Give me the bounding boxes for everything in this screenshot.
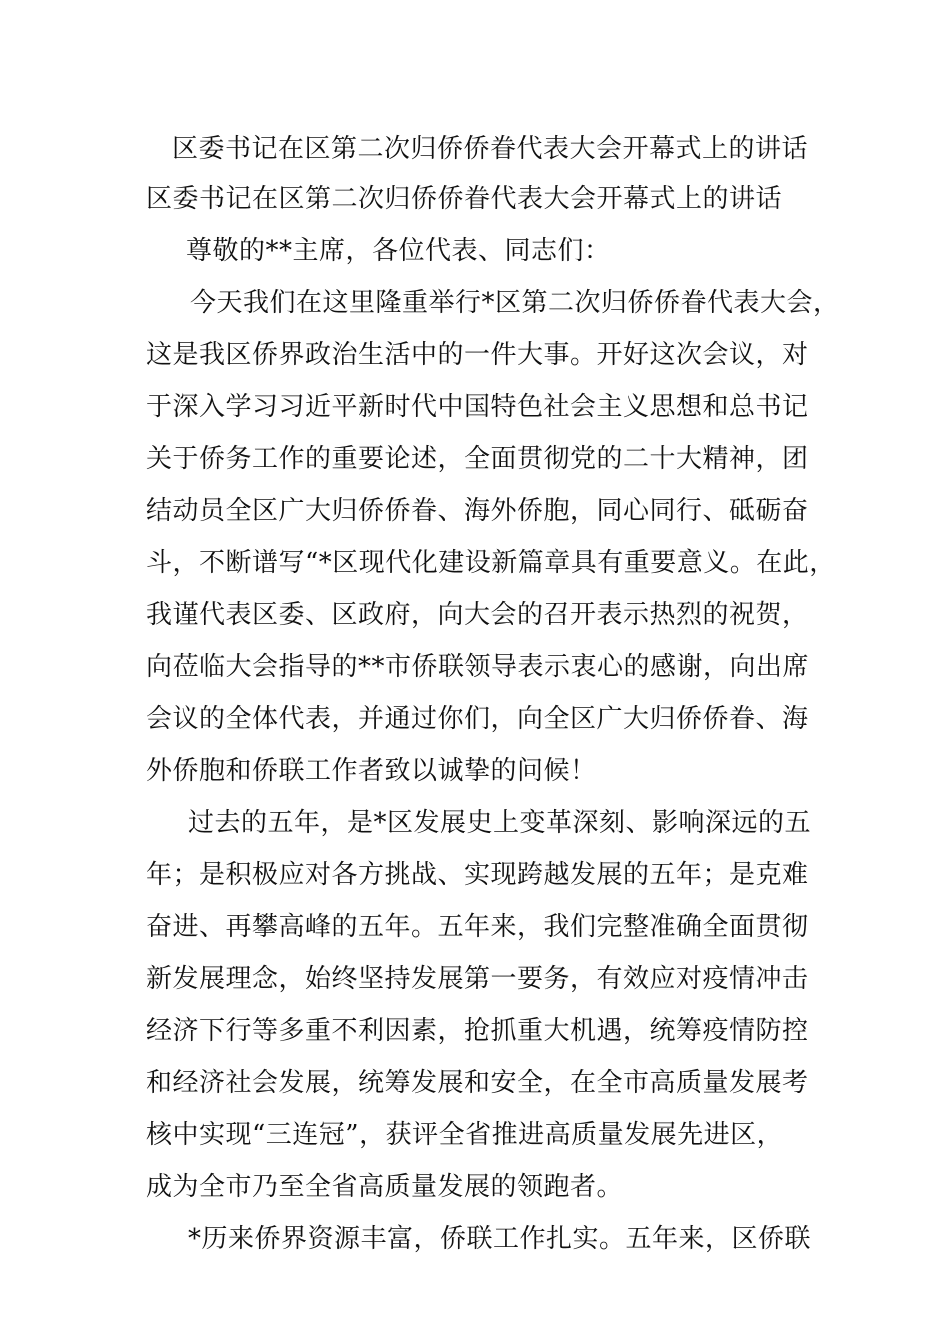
paragraph-line: 奋进、再攀高峰的五年。五年来，我们完整准确全面贯彻 [146,912,809,942]
document-title: 区委书记在区第二次归侨侨眷代表大会开幕式上的讲话 [172,134,809,164]
paragraph-line: 成为全市乃至全省高质量发展的领跑者。 [146,1172,624,1202]
paragraph-line: 我谨代表区委、区政府，向大会的召开表示热烈的祝贺， [146,600,809,630]
paragraph-line: 关于侨务工作的重要论述，全面贯彻党的二十大精神，团 [146,444,809,474]
paragraph-line: 这是我区侨界政治生活中的一件大事。开好这次会议，对 [146,340,809,370]
document-title-repeat: 区委书记在区第二次归侨侨眷代表大会开幕式上的讲话 [146,184,783,214]
paragraph-line: 和经济社会发展，统筹发展和安全，在全市高质量发展考 [146,1068,809,1098]
paragraph-line: 经济下行等多重不利因素，抢抓重大机遇，统筹疫情防控 [146,1016,809,1046]
paragraph-line: 于深入学习习近平新时代中国特色社会主义思想和总书记 [146,392,809,422]
paragraph-line: 年；是积极应对各方挑战、实现跨越发展的五年；是克难 [146,860,809,890]
paragraph-line: 今天我们在这里隆重举行*区第二次归侨侨眷代表大会， [190,288,840,318]
salutation: 尊敬的**主席，各位代表、同志们： [186,236,611,266]
paragraph-line: 外侨胞和侨联工作者致以诚挚的问候！ [146,756,597,786]
paragraph-line: 过去的五年，是*区发展史上变革深刻、影响深远的五 [188,808,812,838]
paragraph-line: 结动员全区广大归侨侨眷、海外侨胞，同心同行、砥砺奋 [146,496,809,526]
paragraph-line: *历来侨界资源丰富，侨联工作扎实。五年来，区侨联 [188,1224,812,1254]
paragraph-line: 新发展理念，始终坚持发展第一要务，有效应对疫情冲击 [146,964,809,994]
paragraph-line: 会议的全体代表，并通过你们，向全区广大归侨侨眷、海 [146,704,809,734]
paragraph-line: 核中实现“三连冠”，获评全省推进高质量发展先进区， [146,1120,784,1150]
paragraph-line: 向莅临大会指导的**市侨联领导表示衷心的感谢，向出席 [146,652,810,682]
paragraph-line: 斗，不断谱写“*区现代化建设新篇章具有重要意义。在此， [146,548,836,578]
